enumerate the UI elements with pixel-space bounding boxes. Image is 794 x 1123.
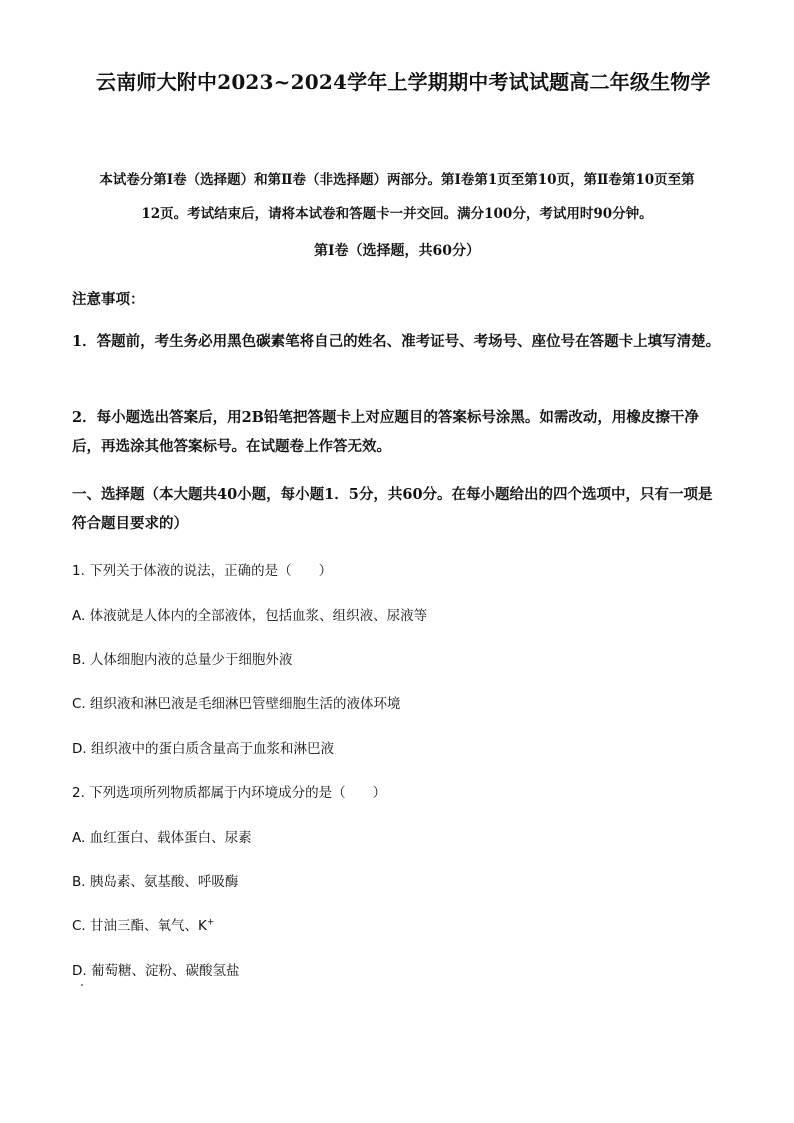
part-heading: 一、选择题（本大题共40小题，每小题1．5分，共60分。在每小题给出的四个选项中，只有一项是符合题目要求的） (72, 486, 713, 532)
question-1-option-d: D. 组织液中的蛋白质含量高于血浆和淋巴液 (72, 741, 334, 757)
notice-title: 注意事项： (72, 291, 145, 308)
question-1-option-b: B. 人体细胞内液的总量少于细胞外液 (72, 652, 293, 668)
exam-intro (72, 163, 722, 231)
section-heading: 第Ⅰ卷（选择题，共60分） (313, 243, 481, 259)
question-2-option-c-text: C. 甘油三酯、氧气、K (72, 918, 207, 934)
question-1-option-a: A. 体液就是人体内的全部液体，包括血浆、组织液、尿液等 (72, 608, 428, 624)
question-2-option-b: B. 胰岛素、氨基酸、呼吸酶 (72, 874, 239, 890)
question-1-option-c: C. 组织液和淋巴液是毛细淋巴管壁细胞生活的液体环境 (72, 696, 401, 712)
question-2-stem: 2. 下列选项所列物质都属于内环境成分的是（ ） (72, 785, 387, 801)
notice-item-2: 2．每小题选出答案后，用2B铅笔把答题卡上对应题目的答案标号涂黑。如需改动，用橡皮擦干净后，再选涂其他答案标号。在试题卷上作答无效。 (72, 409, 699, 455)
question-2-option-a: A. 血红蛋白、载体蛋白、尿素 (72, 830, 252, 846)
question-2-option-d: D. 葡萄糖、淀粉、碳酸氢盐 (72, 963, 240, 979)
exam-title: 云南师大附中2023~2024学年上学期期中考试试题高二年级生物学 (96, 70, 711, 94)
intro-line-1: 本试卷分第Ⅰ卷（选择题）和第Ⅱ卷（非选择题）两部分。第Ⅰ卷第1页至第10页，第Ⅱ卷第10页至第 (99, 172, 695, 188)
intro-line-2: 12页。考试结束后，请将本试卷和答题卡一并交回。满分100分，考试用时90分钟。 (141, 206, 653, 222)
question-2-option-c-superscript: + (206, 917, 215, 928)
stray-mark (81, 984, 83, 986)
question-1-stem: 1. 下列关于体液的说法，正确的是（ ） (72, 563, 333, 579)
notice-item-1: 1．答题前，考生务必用黑色碳素笔将自己的姓名、准考证号、考场号、座位号在答题卡上填写清楚。 (72, 333, 721, 350)
question-2-option-c (72, 914, 722, 934)
